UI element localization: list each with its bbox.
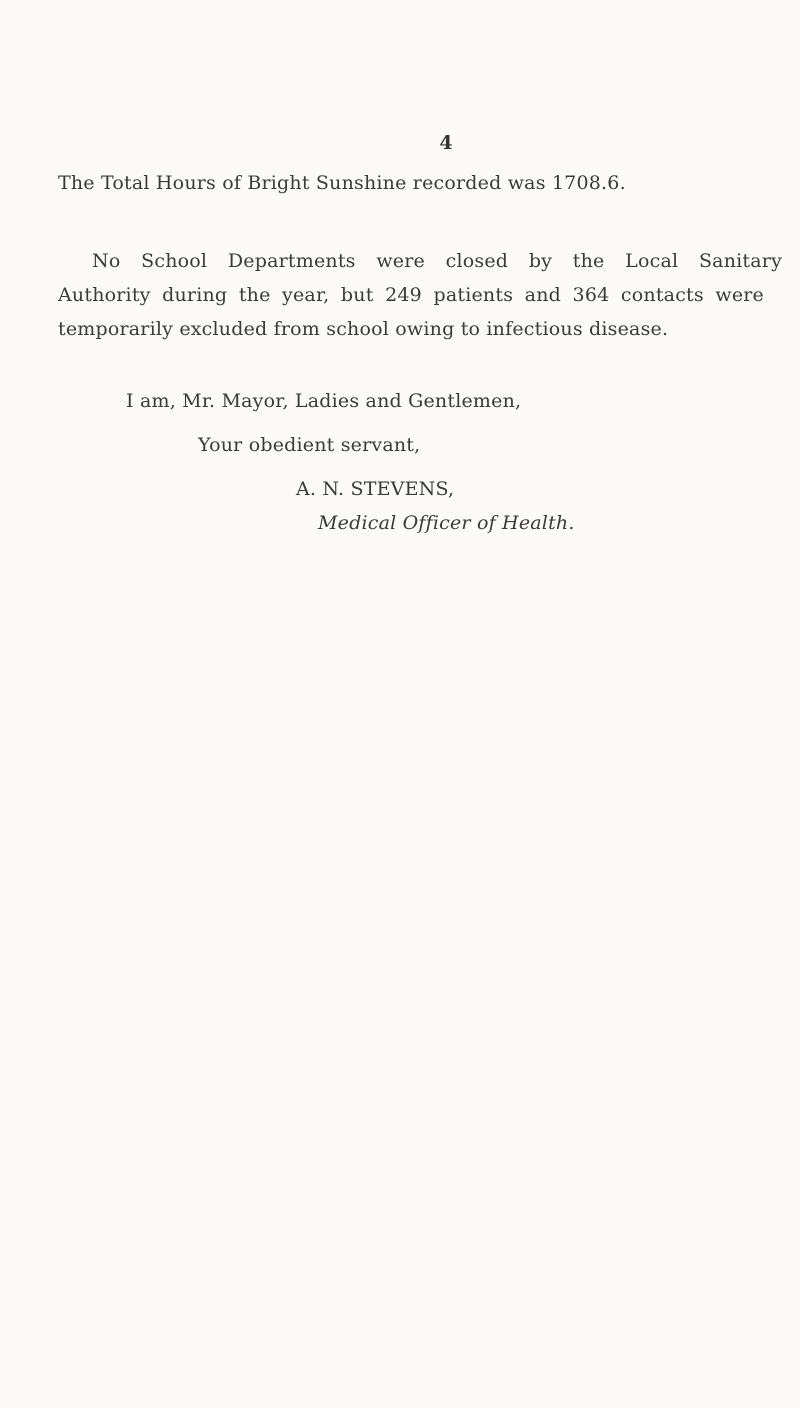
letter-closing: I am, Mr. Mayor, Ladies and Gentlemen, [126, 390, 522, 412]
schools-paragraph-line-3: temporarily excluded from school owing to infectious disease. [58, 318, 669, 340]
page-number: 4 [439, 132, 453, 154]
signatory-name: A. N. STEVENS, [296, 478, 455, 500]
sunshine-paragraph: The Total Hours of Bright Sunshine recorded was 1708.6. [58, 172, 626, 194]
schools-paragraph-line-2: Authority during the year, but 249 patients and 364 contacts were [58, 284, 764, 306]
schools-paragraph-line-1: No School Departments were closed by the Local Sanitary [92, 250, 782, 272]
letter-valediction: Your obedient servant, [198, 434, 421, 456]
signatory-title: Medical Officer of Health. [318, 512, 575, 534]
